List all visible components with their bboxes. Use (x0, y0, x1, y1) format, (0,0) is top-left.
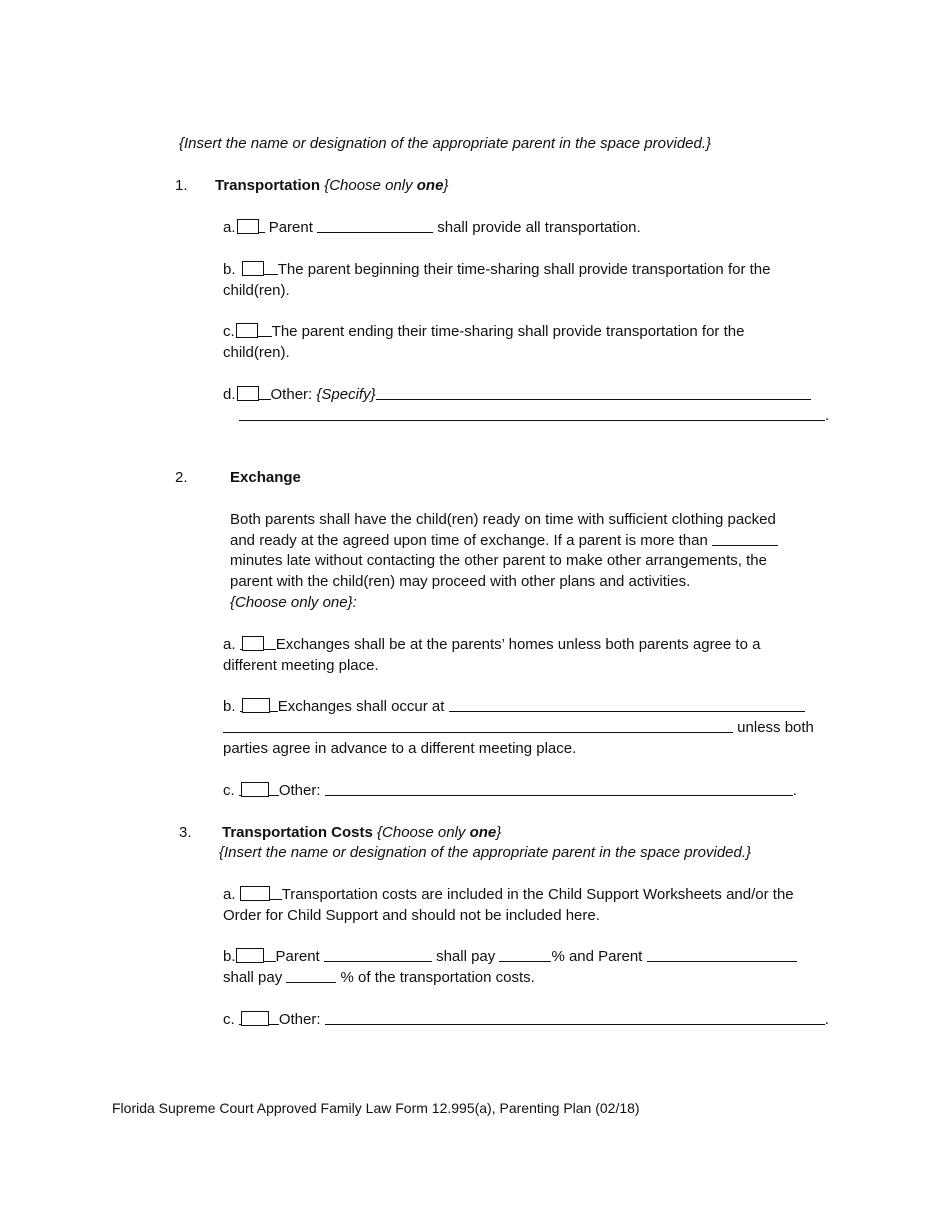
s3a-letter: a. (223, 886, 236, 903)
s2-option-a (223, 634, 760, 655)
s3-option-c (223, 1009, 829, 1030)
section3-choose-suffix: } (496, 824, 502, 841)
s3b-parent2-blank[interactable] (647, 946, 797, 962)
s1b-text-line1: The parent beginning their time-sharing shall provide transportation for the (277, 261, 771, 278)
section1-choose-suffix: } (443, 177, 449, 194)
s1c-letter: c. (223, 323, 235, 340)
s2-para-line4: parent with the child(ren) may proceed with other plans and activities. (230, 573, 691, 590)
s1-option-a (223, 217, 641, 238)
s1c-checkbox[interactable] (236, 323, 258, 338)
intro-instruction: {Insert the name or designation of the appropriate parent in the space provided.} (179, 135, 712, 152)
s2-option-c (223, 780, 797, 801)
s1a-checkbox[interactable] (237, 219, 259, 234)
s2c-end: . (792, 782, 797, 799)
s3a-checkbox[interactable] (240, 886, 270, 901)
s1d-letter: d. (223, 386, 236, 403)
section3-choose-prefix: {Choose only (377, 824, 470, 841)
s1c-text-line2: child(ren). (223, 344, 290, 361)
section1-choose-bold: one (416, 177, 444, 194)
s2b-text-line1: Exchanges shall occur at (277, 698, 445, 715)
s3-option-a (223, 884, 794, 905)
s2c-label: Other: (278, 782, 321, 799)
s3c-label: Other: (278, 1011, 321, 1028)
section3-choose-bold: one (469, 824, 497, 841)
s2a-checkbox[interactable] (242, 636, 264, 651)
section3-number: 3. (179, 824, 192, 841)
s2-choose: {Choose only one}: (230, 594, 357, 611)
section1-title: Transportation (215, 177, 321, 194)
s1d-specify: {Specify} (316, 386, 376, 403)
s1d-line2 (239, 405, 829, 426)
s2b-text-line3: parties agree in advance to a different meeting place. (223, 740, 577, 757)
section1-choose-prefix: {Choose only (324, 177, 417, 194)
s3b-letter: b. (223, 948, 236, 965)
s2-para-line3: minutes late without contacting the other parent to make other arrangements, the (230, 552, 767, 569)
s3-option-b (223, 946, 797, 967)
s3b-parent1: Parent (275, 948, 320, 965)
s2-minutes-blank[interactable] (712, 530, 778, 546)
s2b-line2 (223, 717, 814, 738)
s1-option-b (223, 259, 770, 280)
s1a-parent-blank[interactable] (317, 217, 433, 233)
s3c-end: . (824, 1011, 829, 1028)
section2-title: Exchange (230, 469, 301, 486)
section2-number: 2. (175, 469, 188, 486)
section3-heading (222, 822, 501, 843)
s2c-checkbox[interactable] (241, 782, 269, 797)
s1d-other-blank-1[interactable] (376, 384, 811, 400)
s1d-label: Other: (270, 386, 313, 403)
s3b-checkbox[interactable] (236, 948, 264, 963)
s2b-location-blank-1[interactable] (449, 696, 805, 712)
s2b-line2-end: unless both (737, 719, 814, 736)
s3b-line2 (223, 967, 535, 988)
s3b-pct-end: % of the transportation costs. (340, 969, 535, 986)
s1b-text-line2: child(ren). (223, 282, 290, 299)
s2b-location-blank-2[interactable] (223, 717, 733, 733)
s2-para-line2-text: and ready at the agreed upon time of exchange. If a parent is more than (230, 532, 708, 549)
s1b-letter: b. (223, 261, 236, 278)
section1-heading (215, 175, 448, 196)
s1-option-d (223, 384, 811, 405)
s1c-text-line1: The parent ending their time-sharing shall provide transportation for the (271, 323, 745, 340)
s2-option-b (223, 696, 805, 717)
s1d-other-blank-2[interactable] (239, 405, 825, 421)
s2-para-line2 (230, 530, 778, 551)
section3-instruction: {Insert the name or designation of the appropriate parent in the space provided.} (219, 844, 752, 861)
s3b-parent1-blank[interactable] (324, 946, 432, 962)
s2-para-line1: Both parents shall have the child(ren) ready on time with sufficient clothing packed (230, 511, 776, 528)
s2a-text-line2: different meeting place. (223, 657, 379, 674)
s2b-letter: b. (223, 698, 236, 715)
s3b-shall-pay: shall pay (436, 948, 496, 965)
s2a-text-line1: Exchanges shall be at the parents’ homes unless both parents agree to a (275, 636, 761, 653)
s3b-percent2-blank[interactable] (286, 967, 336, 983)
s3a-text-line1: Transportation costs are included in the Child Support Worksheets and/or the (281, 886, 794, 903)
s1b-checkbox[interactable] (242, 261, 264, 276)
s1d-end: . (825, 407, 830, 424)
s1a-letter: a. (223, 219, 236, 236)
s2c-other-blank[interactable] (325, 780, 793, 796)
s3c-letter: c. (223, 1011, 235, 1028)
s1d-checkbox[interactable] (237, 386, 259, 401)
s1a-pre-text: Parent (268, 219, 313, 236)
s1a-post-text: shall provide all transportation. (437, 219, 641, 236)
page-footer: Florida Supreme Court Approved Family Law Form 12.995(a), Parenting Plan (02/18) (112, 1100, 640, 1116)
s2a-letter: a. (223, 636, 236, 653)
section1-number: 1. (175, 177, 188, 194)
s3c-other-blank[interactable] (325, 1009, 825, 1025)
s2c-letter: c. (223, 782, 235, 799)
s2b-checkbox[interactable] (242, 698, 270, 713)
section3-title: Transportation Costs (222, 824, 373, 841)
s1-option-c (223, 321, 744, 342)
s3a-text-line2: Order for Child Support and should not be included here. (223, 907, 600, 924)
s3c-checkbox[interactable] (241, 1011, 269, 1026)
s3b-percent1-blank[interactable] (499, 946, 551, 962)
s3b-pct-and: % and Parent (551, 948, 643, 965)
s3b-shall-pay2: shall pay (223, 969, 283, 986)
